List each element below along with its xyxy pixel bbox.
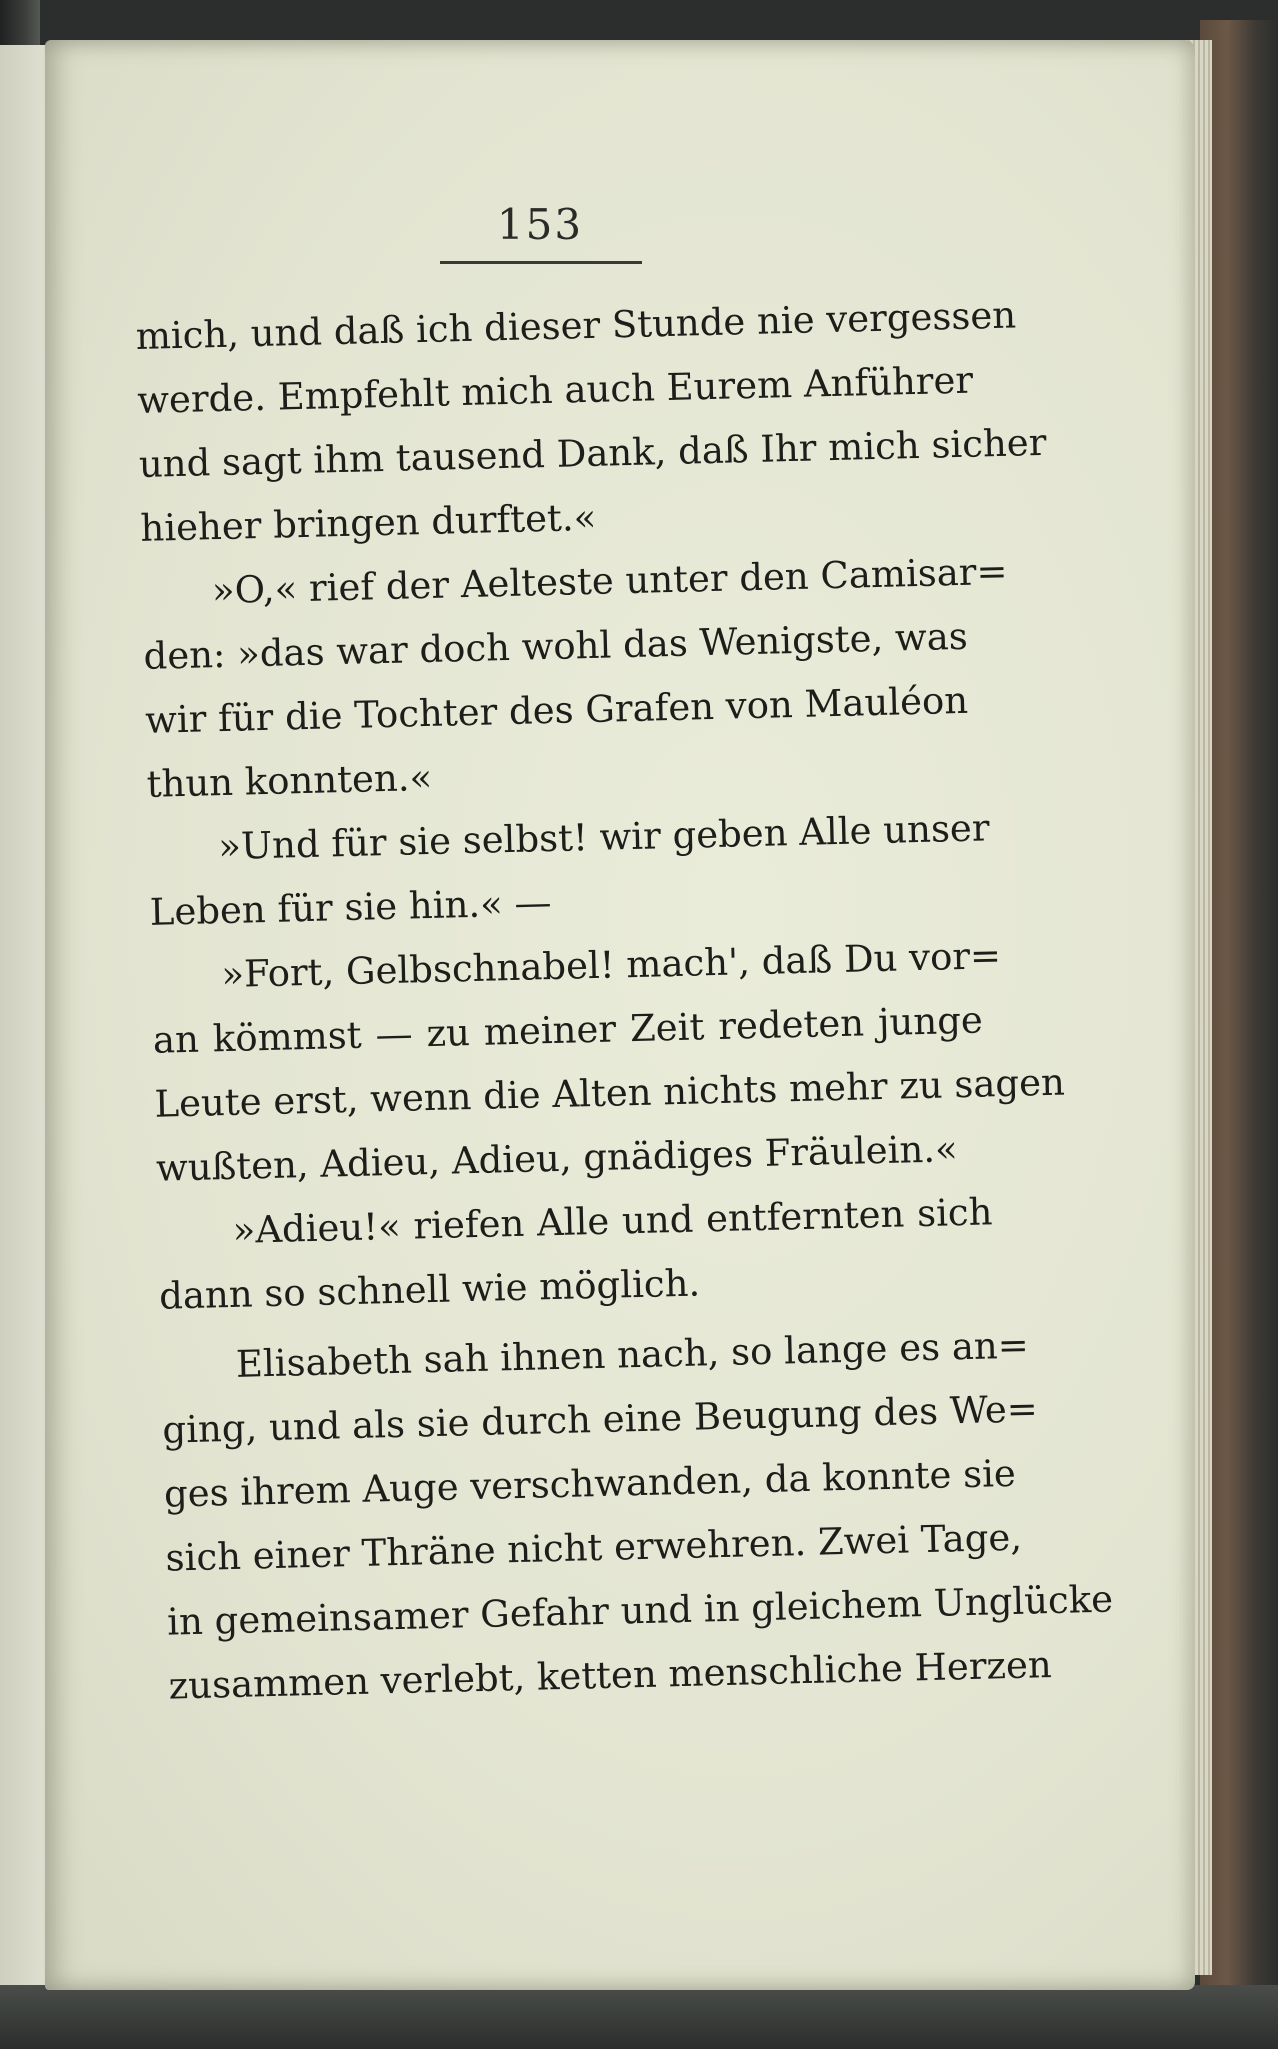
text-line: zusammen verlebt, ketten menschliche Herzen — [168, 1643, 1053, 1708]
text-line: wir für die Tochter des Grafen von Mauléon — [144, 678, 969, 742]
page-number: 153 — [496, 200, 584, 249]
text-line: wußten, Adieu, Adieu, gnädiges Fräulein.« — [155, 1127, 959, 1190]
text-line: mich, und daß ich dieser Stunde nie vergessen — [135, 293, 1017, 358]
text-line: ges ihrem Auge verschwanden, da konnte sie — [163, 1451, 1017, 1516]
text-line: an kömmst — zu meiner Zeit redeten junge — [152, 998, 984, 1062]
text-line: Elisabeth sah ihnen nach, so lange es an= — [235, 1323, 1030, 1386]
text-line: dann so schnell wie möglich. — [158, 1261, 701, 1318]
bottom-cover-edge — [0, 1985, 1278, 2049]
text-line: in gemeinsamer Gefahr und in gleichem Unglücke — [166, 1577, 1114, 1644]
text-line: den: »das war doch wohl das Wenigste, was — [143, 614, 969, 678]
text-line: thun konnten.« — [146, 755, 433, 806]
text-line: werde. Empfehlt mich auch Eurem Anführer — [136, 358, 974, 422]
text-line: Leben für sie hin.« — — [149, 881, 552, 934]
text-line: »Und für sie selbst! wir geben Alle unser — [217, 806, 990, 869]
text-line: hieher bringen durftet.« — [139, 495, 597, 550]
text-line: »O,« rief der Aelteste unter den Camisar= — [211, 549, 1008, 613]
text-line: Leute erst, wenn die Alten nichts mehr zu sagen — [154, 1060, 1066, 1126]
text-line: »Adieu!« riefen Alle und entfernten sich — [232, 1190, 993, 1252]
text-line: und sagt ihm tausend Dank, daß Ihr mich sicher — [138, 420, 1047, 486]
text-line: sich einer Thräne nicht erwehren. Zwei Tage, — [165, 1515, 1023, 1580]
text-line: »Fort, Gelbschnabel! mach', daß Du vor= — [220, 934, 1002, 997]
text-line: ging, und als sie durch eine Beugung des We= — [161, 1387, 1039, 1452]
header-rule — [440, 261, 642, 264]
